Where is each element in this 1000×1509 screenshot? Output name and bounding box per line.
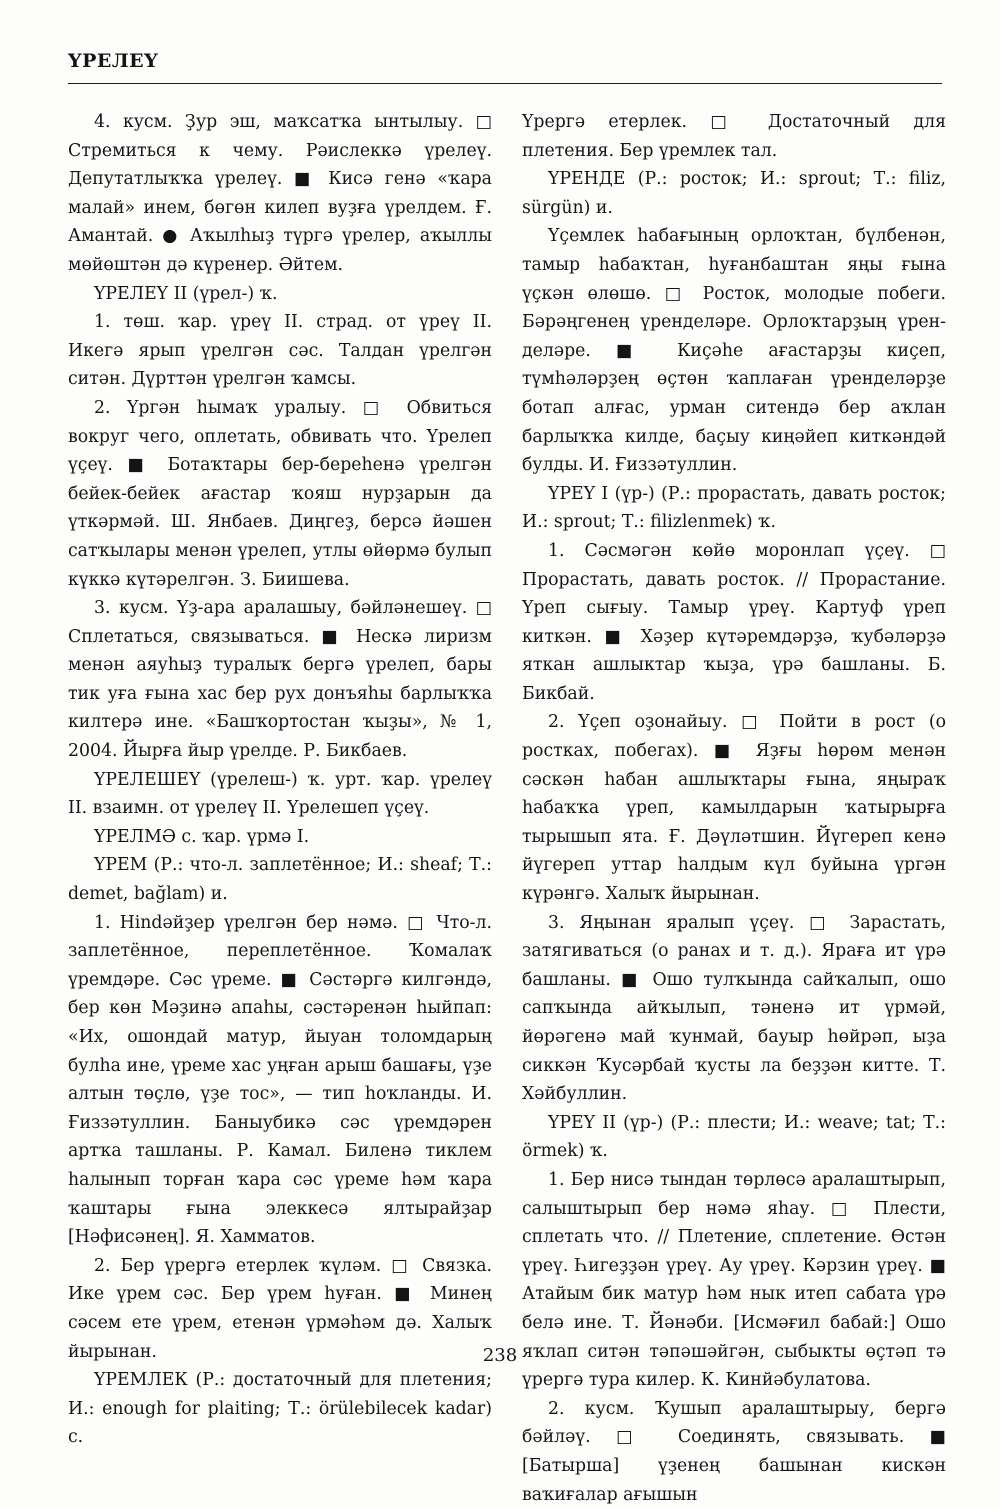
dictionary-paragraph: ҮРЕЛЕҮ II (үрел-) ҡ. (94, 283, 278, 304)
dictionary-paragraph: Үрергә етерлек. □ Достаточный для плетения. Бер үремлек тал. (522, 112, 946, 161)
dictionary-paragraph: Үҫемлек һабағының орлоҡтан, бүлбенән, тамыр һабаҡтан, һуғанбаштан яңы ғына үҫкән өлөшө. □ Росток, молодые побеги. Бәрәңгенең үренделәре. Орлоҡтарҙың үренделәре. ■ Киҫәһе ағастарҙы киҫеп, түмһәләрҙең өҫтөн ҡаплаған үренделәрҙе ботап алғас, урман ситендә бер аҡлан барлыҡҡа килде, баҫыу киңәйеп киткәндәй булды. И. Ғиззәтуллин. (522, 226, 946, 476)
right-column (522, 108, 946, 1509)
dictionary-paragraph: 1. Нindәйҙер үрелгән бер нәмә. □ Что-л. заплетённое, переплетённое. Ҡомалаҡ үремдәре. Сәс үреме. ■ Сәстәргә килгәндә, бер көн Мәҙинә апаһы, сәстәренән һыйпап: «Их, ошондай матур, йыуан толомдарың булһа ине, үреме хас уңған арыш башағы, үҙе алтын төҫлө, үҙе тос», — тип һоҡланды. И. Ғиззәтуллин. Баныубикә сәс үремдәрен артҡа ташланы. Р. Камал. Биленә тиклем һалынып торған ҡара сәс үреме һәм ҡара ҡаштары ғына элеккесә ялтырайҙар [Нәфисәнең]. Я. Хамматов. (68, 912, 492, 1248)
header-rule (68, 83, 942, 84)
dictionary-paragraph: 2. кусм. Ҡушып аралаштырыу, бергә бәйләү. □ Соединять, связывать. ■ [Батырша] үҙенең башынан кискән ваҡиғалар ағышын (522, 1398, 946, 1505)
page-number: 238 (482, 1345, 518, 1366)
dictionary-paragraph: 2. Бер үрергә етерлек ҡүләм. □ Связка. Ике үрем сәс. Бер үрем һуған. ■ Минең сәсем ете үрем, етенән үрмәһәм дә. Халыҡ йырынан. (68, 1255, 492, 1362)
dictionary-paragraph: 1. Сәсмәгән көйө моронлап үҫеү. □ Прорастать, давать росток. // Прорастание. Үреп сығыу. Тамыр үреү. Картуф үреп киткән. ■ Хәҙер күтәремдәрҙә, ҡубәләрҙә яткан ашлыктар ҡыҙа, үрә башланы. Б. Бикбай. (522, 540, 946, 704)
dictionary-paragraph: ҮРЕЛМӘ с. ҡар. үрмә I. (94, 826, 310, 847)
dictionary-paragraph: 1. төш. ҡар. үреү II. страд. от үреү II. Икегә ярып үрелгән сәс. Талдан үрелгән ситән. Дүрттән үрелгән ҡамсы. (68, 312, 492, 390)
dictionary-paragraph: ҮРЕЛЕШЕҮ (үрелеш-) ҡ. урт. ҡар. үрелеү II. взаимн. от үрелеү II. Үрелешеп үҫеү. (68, 769, 492, 819)
dictionary-paragraph: 2. Үҫеп оҙонайыу. □ Пойти в рост (о ростках, побегах). ■ Яҙғы һөрөм менән сәскән һабан ашлыҡтары ғына, яңыраҡ һабаҡҡа үреп, камылдарын ҡатырырға тырышып ята. Ғ. Дәүләтшин. Йүгереп кенә йүгереп уттар һалдым күл буйына үргән күрәнгә. Халыҡ йырынан. (522, 712, 946, 905)
dictionary-paragraph: 3. кусм. Үҙ-ара аралашыу, бәйләнешеү. □ Сплетаться, связываться. ■ Нескә лиризм менән аяуһыҙ туралыҡ бергә үрелеп, бары тик уға ғына хас бер рух донъяһы барлыҡҡа килтерә ине. «Башҡортостан ҡыҙы», № 1, 2004. Йырға йыр үрелде. Р. Бикбаев. (68, 598, 492, 762)
dictionary-paragraph: ҮРЕМЛЕК (Р.: достаточный для плетения; И.: enough for plaiting; Т.: örülebilecek kadar) с. (68, 1370, 492, 1448)
left-column (68, 108, 492, 1452)
dictionary-paragraph: ҮРЕҮ II (үр-) (Р.: плести; И.: weave; tat; Т.: örmek) ҡ. (522, 1112, 946, 1162)
running-head: ҮРЕЛЕҮ (68, 50, 159, 72)
dictionary-paragraph: 2. Үргән һымаҡ уралыу. □ Обвиться вокруг чего, оплетать, обвивать что. Үрелеп үҫеү. ■ Ботаҡтары бер-береһенә үрелгән бейек-бейек ағастар ҡояш нурҙарын да үткәрмәй. Ш. Янбаев. Диңгеҙ, берсә йәшен сатҡылары менән үрелеп, утлы өйөрмә булып күккә күтәрелгән. З. Биишева. (68, 397, 492, 590)
dictionary-paragraph: 1. Бер нисә тындан төрлөсә аралаштырып, салыштырып бер нәмә яһау. □ Плести, сплетать что. // Плетение, сплетение. Өстән үреү. Һигеҙҙән үреү. Ау үреү. Кәрзин үреү. ■ Атайым бик матур һәм нык итеп сабата үрә белә ине. Т. Йәнәби. [Исмәғил бабай:] Ошо яҡлап ситән тәпәшәйгән, сыбыкты өҫтәп тә үрергә тура килер. К. Кинйәбулатова. (522, 1169, 946, 1391)
dictionary-paragraph: 4. кусм. Ҙур эш, маҡсатҡа ынтылыу. □ Стремиться к чему. Рәислеккә үрелеү. Депутатлыҡҡа үрелеү. ■ Кисә генә «ҡара малай» инем, бөгөн килеп вуҙға үрелдем. Ғ. Амантай. ● Аҡылһыҙ түргә үрелер, аҡыллы мөйөштән дә күренер. Әйтем. (68, 112, 492, 275)
dictionary-paragraph: ҮРЕМ (Р.: что-л. заплетённое; И.: sheaf; Т.: demet, bağlam) и. (68, 855, 492, 905)
dictionary-paragraph: 3. Яңынан яралып үҫеү. □ Зарастать, затягиваться (о ранах и т. д.). Яраға ит үрә башланы. ■ Ошо тулҡында сайҡалып, ошо сапҡында айҡылып, тәненә ит үрмәй, йөрәгенә май ҡунмай, бауыр һөйрәп, ыҙа сиккән Ҡусәрбай ҡусты ла беҙҙән китте. Т. Хәйбуллин. (522, 912, 946, 1105)
dictionary-paragraph: ҮРЕҮ I (үр-) (Р.: прорастать, давать росток; И.: sprout; Т.: filizlenmek) ҡ. (522, 483, 946, 533)
dictionary-paragraph: ҮРЕНДЕ (Р.: росток; И.: sprout; Т.: filiz, sürgün) и. (522, 169, 946, 218)
